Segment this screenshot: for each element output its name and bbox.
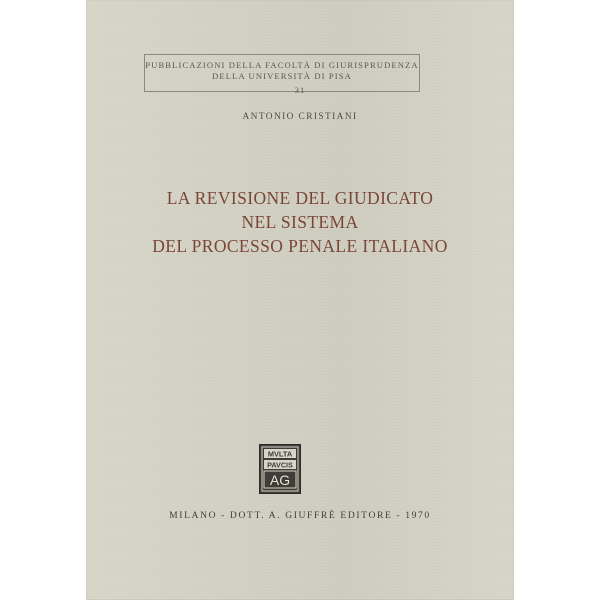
- series-line-1: PUBBLICAZIONI DELLA FACOLTÀ DI GIURISPRUDENZA: [145, 60, 419, 70]
- author-name: ANTONIO CRISTIANI: [242, 112, 358, 122]
- publisher-logo: [259, 444, 301, 494]
- series-line-2: DELLA UNIVERSITÀ DI PISA: [212, 71, 352, 81]
- title-line-3: DEL PROCESSO PENALE ITALIANO: [152, 236, 448, 256]
- book-cover: [86, 0, 514, 600]
- title-line-2: NEL SISTEMA: [241, 212, 359, 232]
- logo-text-3: AG: [269, 472, 291, 488]
- series-number: 31: [294, 85, 306, 95]
- publisher-imprint: MILANO - DOTT. A. GIUFFRÈ EDITORE - 1970: [169, 510, 431, 521]
- title-line-1: LA REVISIONE DEL GIUDICATO: [166, 188, 434, 208]
- logo-text-2: PAVCIS: [267, 460, 293, 470]
- book-title: [86, 186, 514, 258]
- publisher-logo-mark: [260, 445, 300, 493]
- logo-text-1: MVLTA: [267, 449, 293, 459]
